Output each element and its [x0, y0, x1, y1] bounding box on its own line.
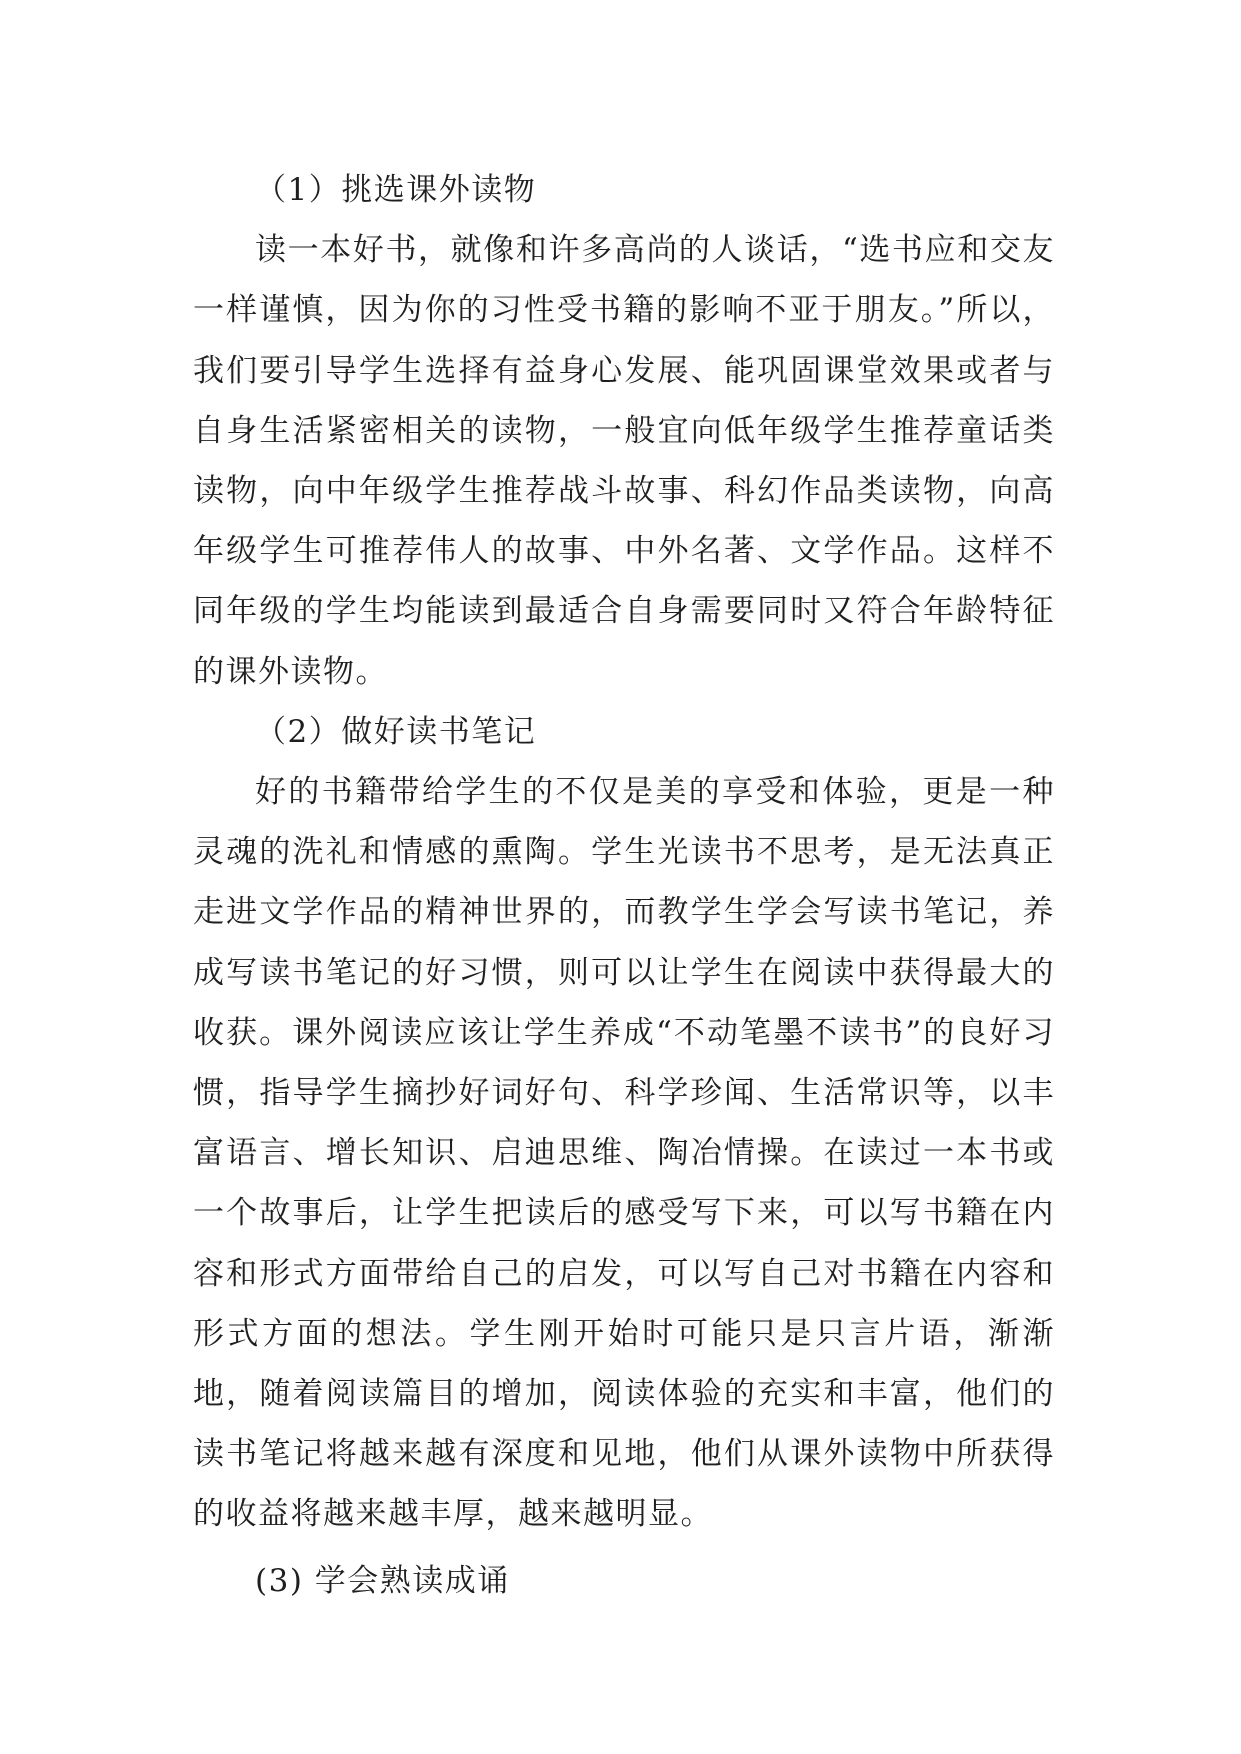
- section-heading-2: （2）做好读书笔记: [255, 713, 537, 750]
- section-heading-1: （1）挑选课外读物: [255, 172, 537, 208]
- section-paragraph-2: 好的书籍带给学生的不仅是美的享受和体验，更是一种灵魂的洗礼和情感的熏陶。学生光读书不思考，是无法真正走进文学作品的精神世界的，而教学生学会写读书笔记，养成写读书笔记的好习惯，则可以让学生在阅读中获得最大的收获。课外阅读应该让学生养成“不动笔墨不读书”的良好习惯，指导学生摘抄好词好句、科学珍闻、生活常识等，以丰富语言、增长知识、启迪思维、陶冶情操。在读过一本书或一个故事后，让学生把读后的感受写下来，可以写书籍在内容和形式方面带给自己的启发，可以写自己对书籍在内容和形式方面的想法。学生刚开始时可能只是只言片语，渐渐地，随着阅读篇目的增加，阅读体验的充实和丰富，他们的读书笔记将越来越有深度和见地，他们从课外读物中所获得的收益将越来越丰厚，越来越明显。: [193, 774, 1055, 1533]
- section-heading-3: (3) 学会熟读成诵: [255, 1562, 510, 1599]
- document-body: [193, 160, 1055, 1611]
- section-paragraph-1: 读一本好书，就像和许多高尚的人谈话，“选书应和交友一样谨慎，因为你的习性受书籍的影响不亚于朋友。”所以，我们要引导学生选择有益身心发展、能巩固课堂效果或者与自身生活紧密相关的读物，一般宜向低年级学生推荐童话类读物，向中年级学生推荐战斗故事、科幻作品类读物，向高年级学生可推荐伟人的故事、中外名著、文学作品。这样不同年级的学生均能读到最适合自身需要同时又符合年龄特征的课外读物。: [193, 232, 1055, 690]
